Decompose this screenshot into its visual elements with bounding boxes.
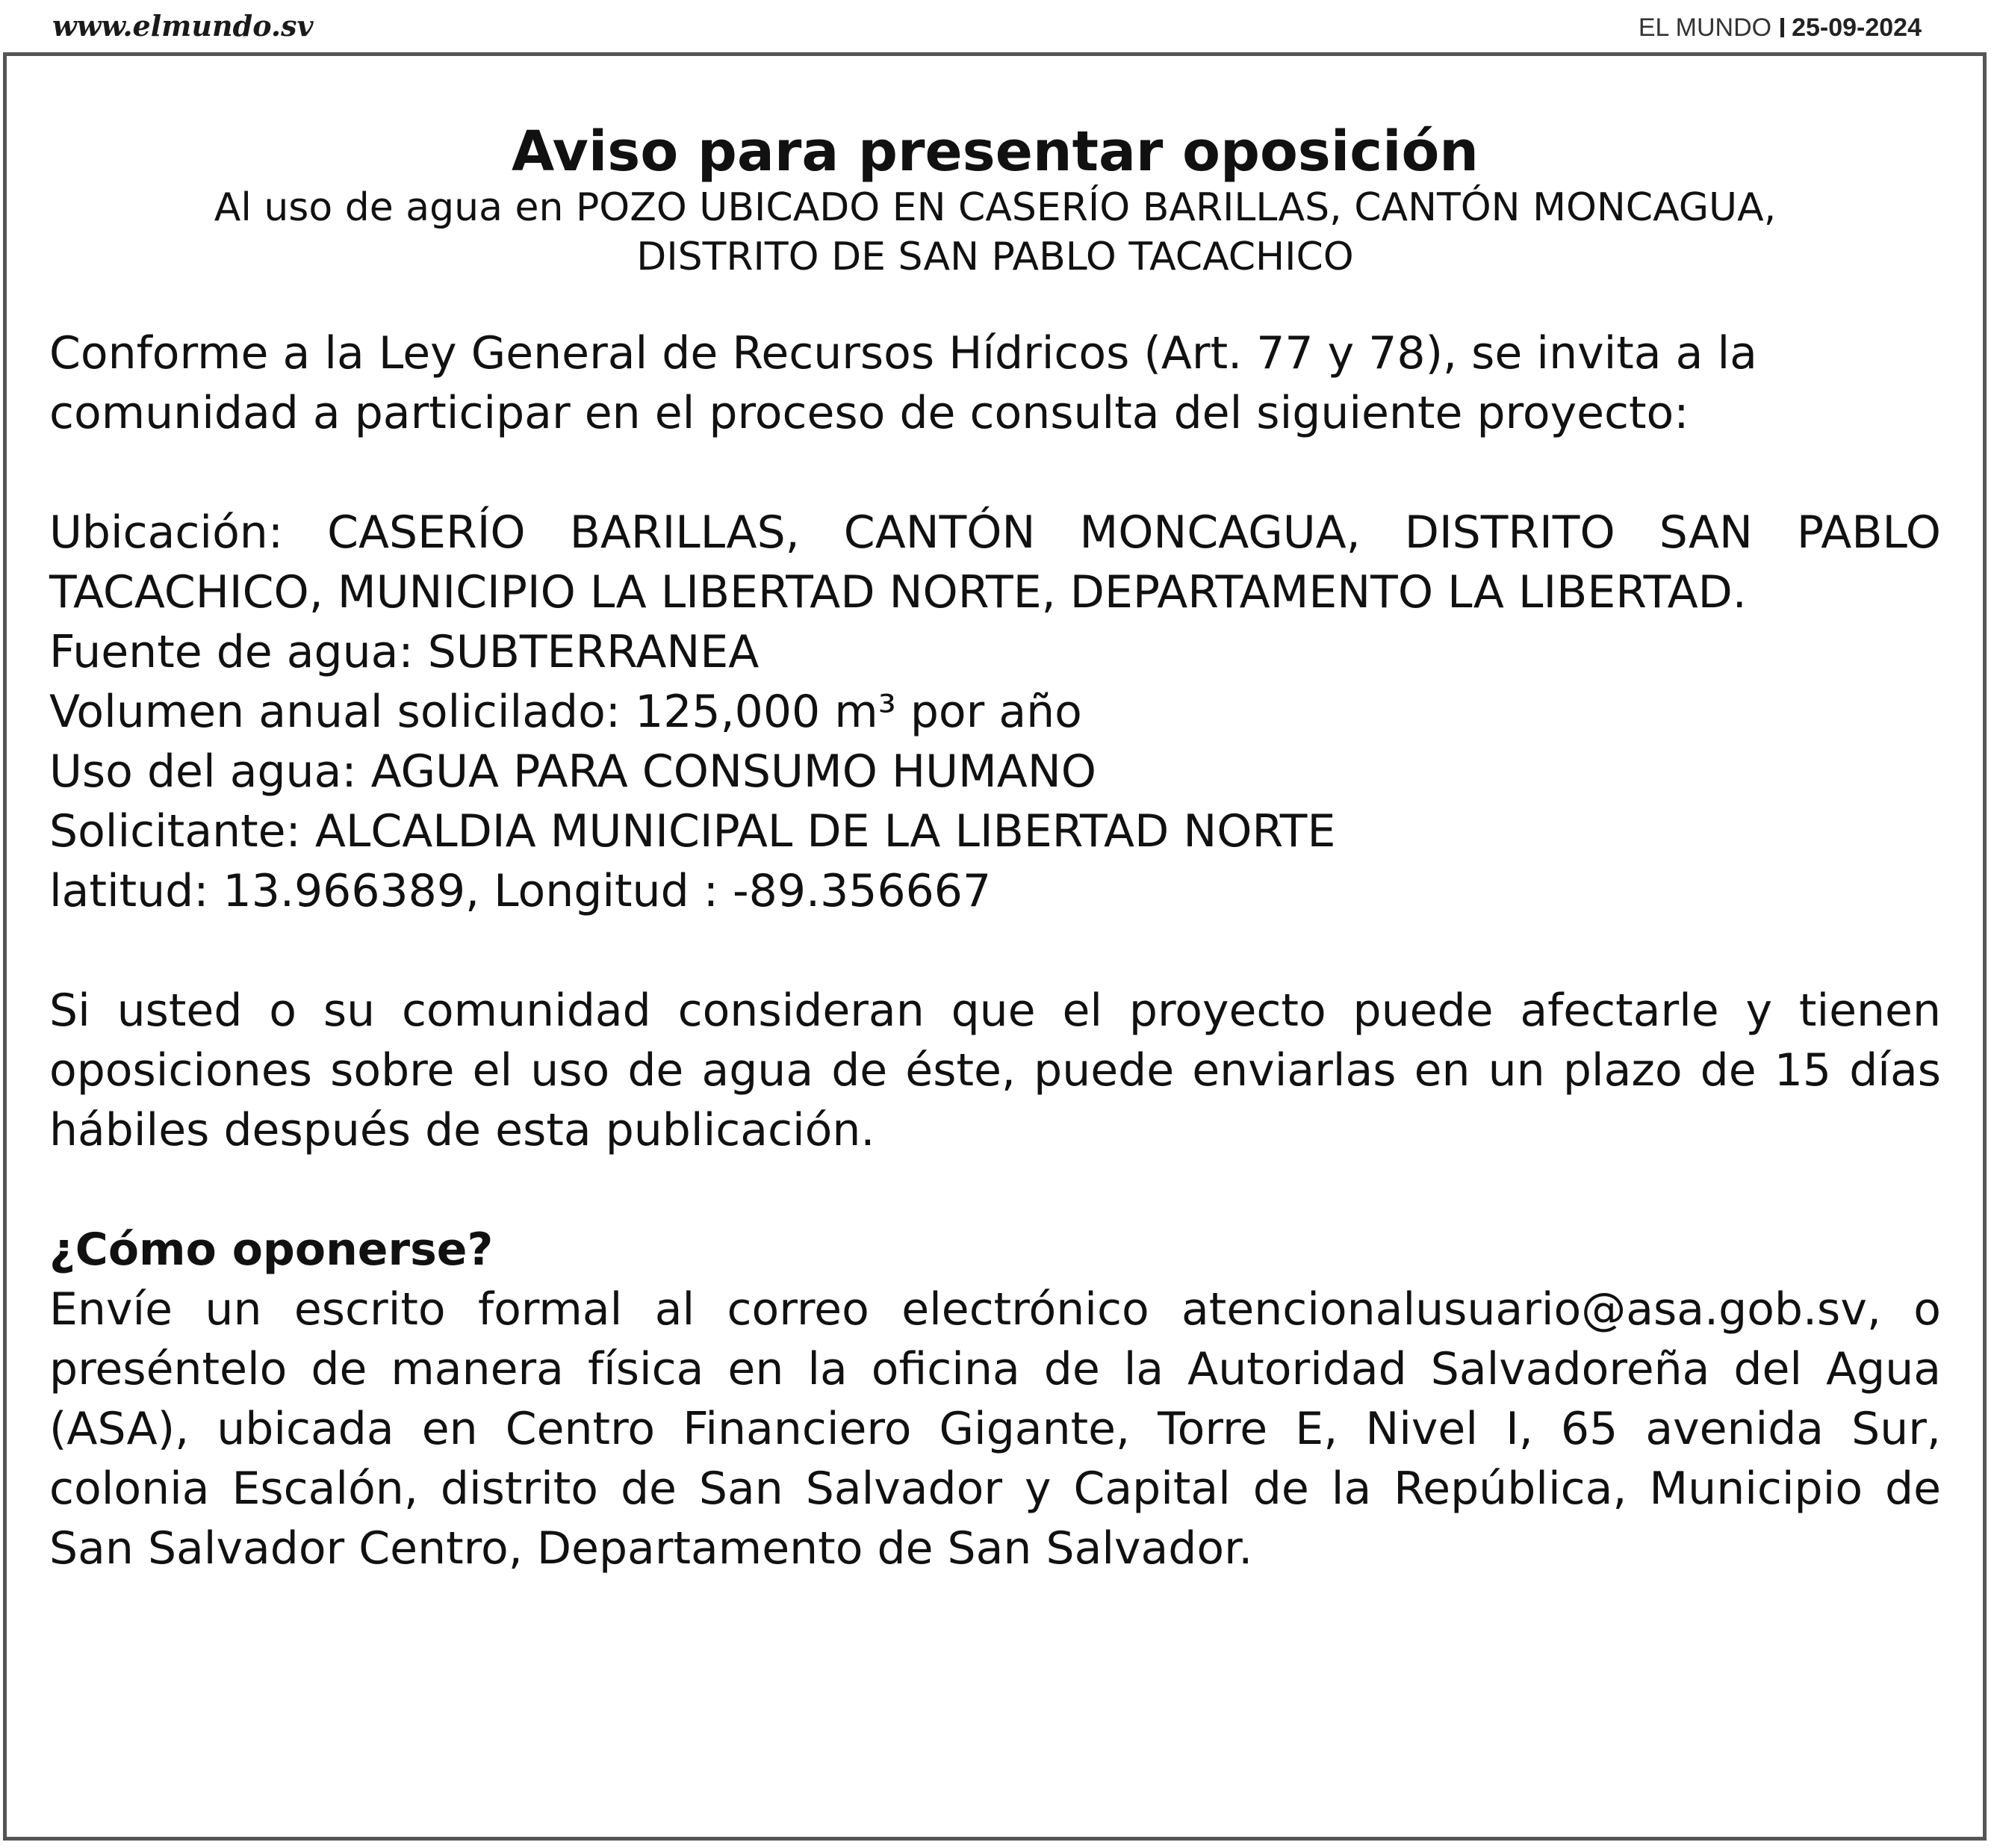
notice-subtitle-line-2: DISTRITO DE SAN PABLO TACACHICO <box>636 235 1354 279</box>
notice-subtitle-line-1: Al uso de agua en POZO UBICADO EN CASERÍO BARILLAS, CANTÓN MONCAGUA, <box>214 185 1777 230</box>
opposition-paragraph: Si usted o su comunidad consideran que el proyecto puede afectarle y tienen oposiciones sobre el uso de agua de éste, puede enviarlas en un plazo de 15 días hábiles después de esta publicación. <box>49 985 1941 1156</box>
water-use-field: Uso del agua: AGUA PARA CONSUMO HUMANO <box>49 745 1096 798</box>
water-source-field: Fuente de agua: SUBTERRANEA <box>49 626 760 678</box>
how-to-oppose-heading: ¿Cómo oponerse? <box>49 1224 494 1276</box>
how-to-oppose-paragraph: Envíe un escrito formal al correo electrónico atencionalusuario@asa.gob.sv, o preséntelo de manera física en la oficina de la Autoridad Salvadoreña del Agua (ASA), ubicada en Centro Financiero Gigante, Torre E, Nivel I, 65 avenida Sur, colonia Escalón, distrito de San Salvador y Capital de la República, Municipio de San Salvador Centro, Departamento de San Salvador. <box>49 1283 1941 1575</box>
masthead <box>1639 13 1922 43</box>
publication-date: 25-09-2024 <box>1792 13 1922 42</box>
site-url: www.elmundo.sv <box>52 9 314 43</box>
coordinates-field: latitud: 13.966389, Longitud : -89.356667 <box>49 865 992 917</box>
notice-title: Aviso para presentar oposición <box>512 120 1479 184</box>
spacer <box>49 921 1941 981</box>
page-header <box>0 0 1994 54</box>
publication-name: EL MUNDO <box>1638 13 1772 42</box>
location-field: Ubicación: CASERÍO BARILLAS, CANTÓN MONCAGUA, DISTRITO SAN PABLO TACACHICO, MUNICIPIO LA LIBERTAD NORTE, DEPARTAMENTO LA LIBERTAD. <box>49 506 1941 618</box>
spacer <box>49 1160 1941 1220</box>
applicant-field: Solicitante: ALCALDIA MUNICIPAL DE LA LIBERTAD NORTE <box>49 805 1336 858</box>
annual-volume-field: Volumen anual solicilado: 125,000 m³ por año <box>49 686 1082 738</box>
notice-content <box>49 120 1941 1578</box>
spacer <box>49 282 1941 323</box>
intro-paragraph: Conforme a la Ley General de Recursos Hídricos (Art. 77 y 78), se invita a la comunidad a participar en el proceso de consulta del siguiente proyecto: <box>49 327 1757 439</box>
spacer <box>49 443 1941 503</box>
separator-bar <box>1780 18 1784 37</box>
